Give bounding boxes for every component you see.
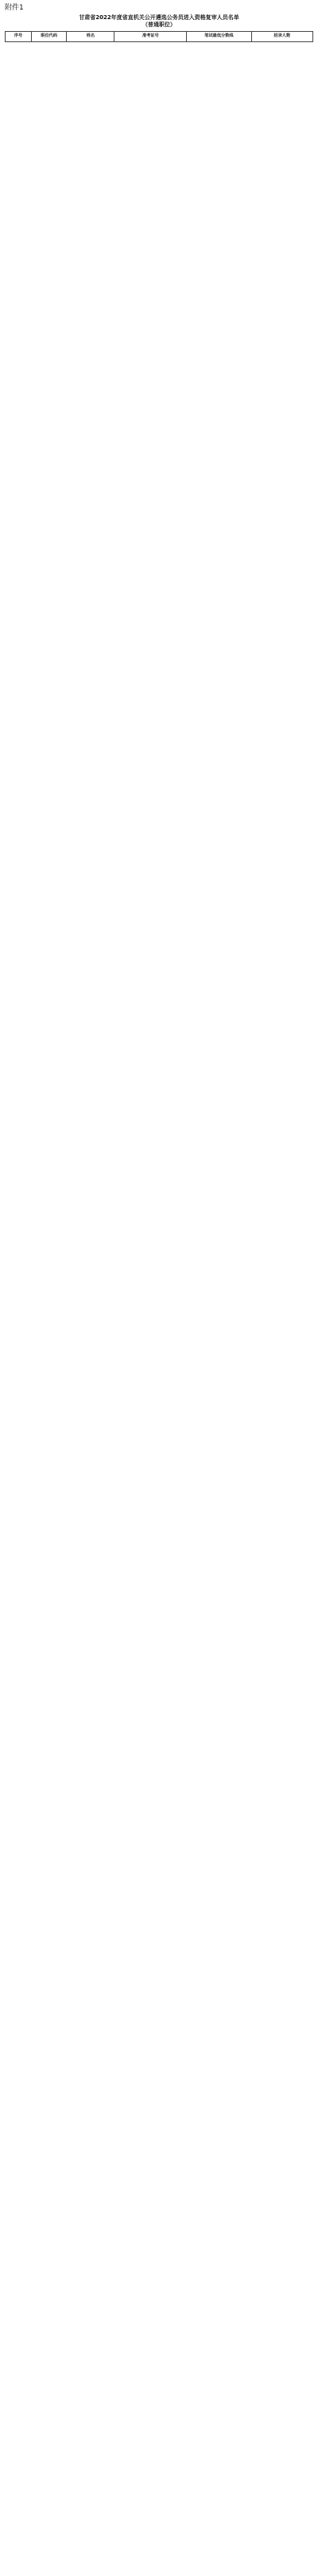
attachment-label: 附件1 [5, 4, 24, 12]
header-position-code: 职位代码 [31, 32, 67, 42]
document-title-line-1: 甘肃省2022年度省直机关公开遴选公务员进入资格复审人员名单 [79, 14, 239, 21]
roster-table-header [6, 32, 313, 42]
header-ticket-number: 准考证号 [114, 32, 187, 42]
header-row [6, 32, 313, 42]
roster-table-wrap [5, 31, 313, 42]
header-name: 姓名 [67, 32, 114, 42]
document-title-line-2: （普通职位） [142, 21, 176, 28]
roster-table [5, 31, 313, 42]
header-minimum-written-score: 笔试最低分数线 [187, 32, 251, 42]
header-recruitment-count: 招录人数 [251, 32, 312, 42]
document-title [5, 14, 313, 29]
header-sequence: 序号 [6, 32, 32, 42]
